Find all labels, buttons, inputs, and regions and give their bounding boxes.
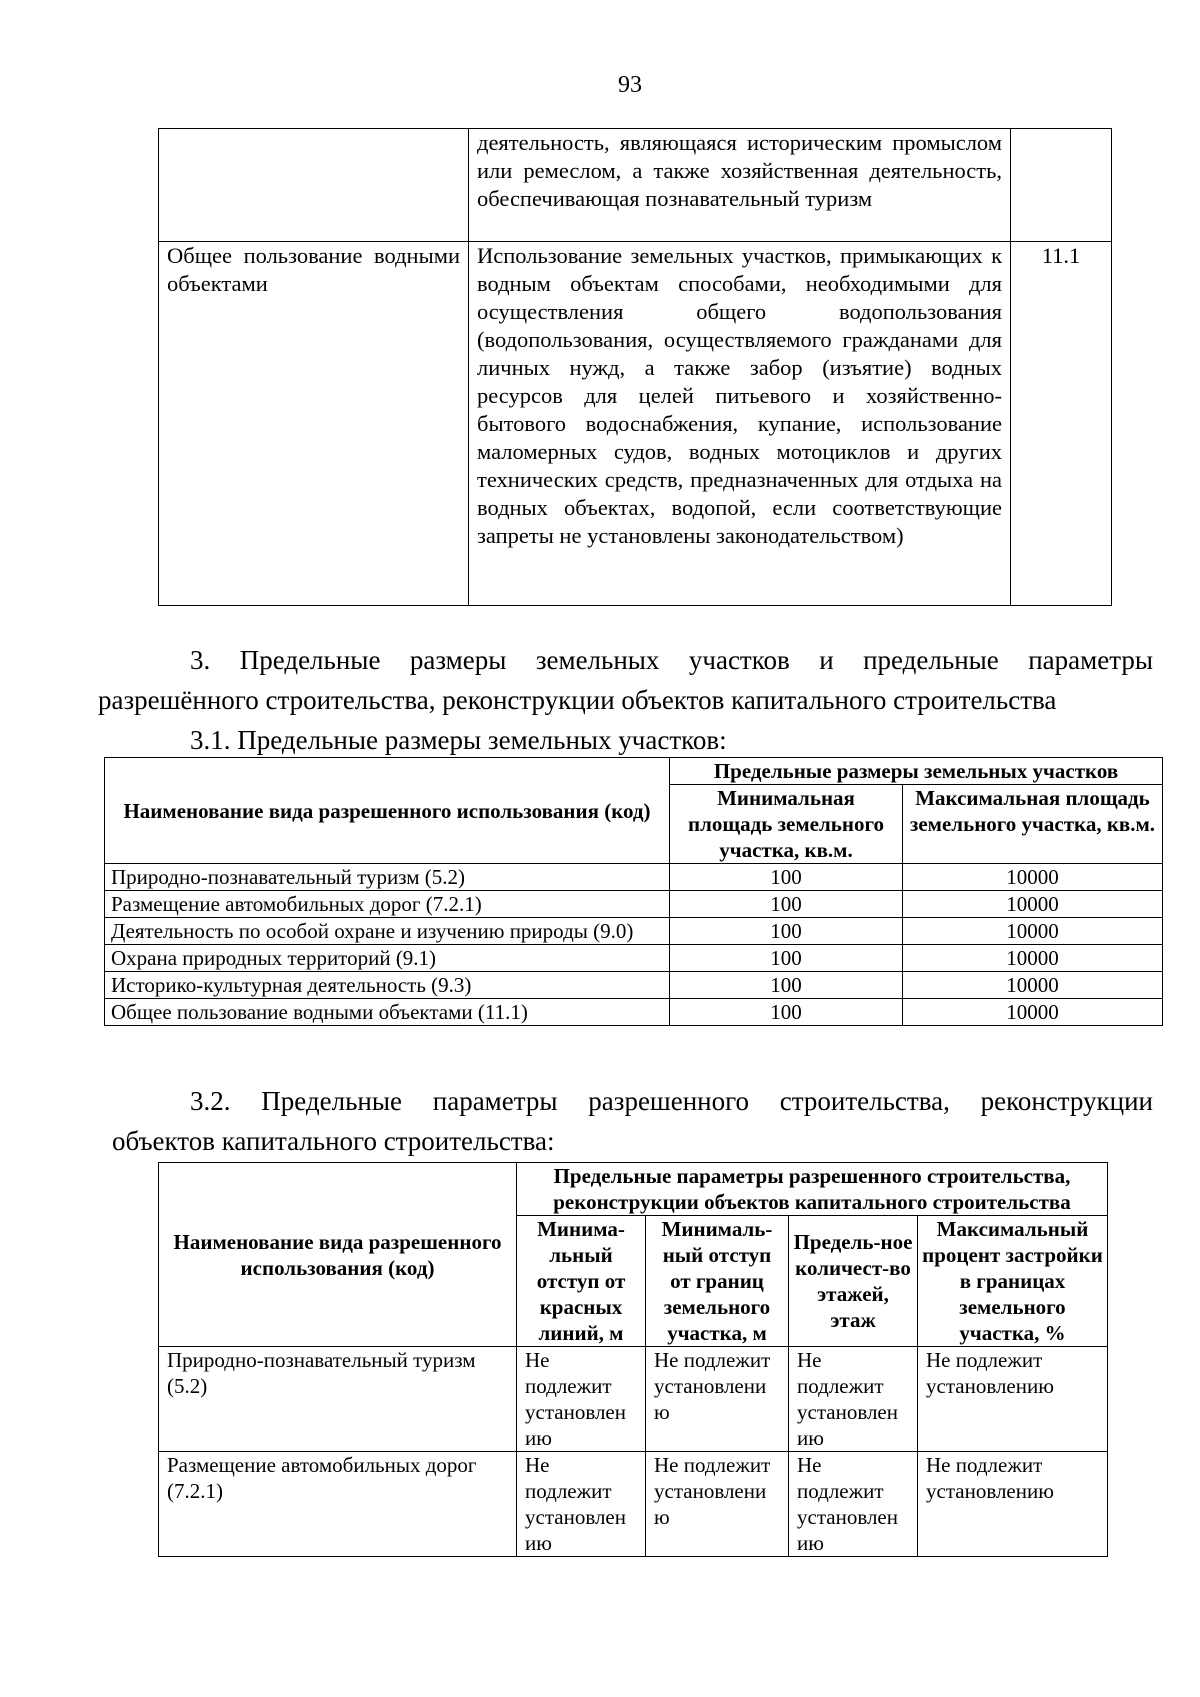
table-row xyxy=(159,242,1112,606)
coverage-cell: Не подлежит установлению xyxy=(918,1347,1108,1452)
section-3-line-1: 3. Предельные размеры земельных участков и предельные параметры xyxy=(190,645,1153,675)
usage-name-cell xyxy=(159,129,469,242)
section-3-2-line-2: объектов капитального строительства: xyxy=(112,1126,555,1156)
table-row xyxy=(159,1347,1108,1452)
min-area-cell: 100 xyxy=(670,945,903,972)
header-usage-name: Наименование вида разрешенного использования (код) xyxy=(105,758,670,864)
max-area-cell: 10000 xyxy=(903,945,1163,972)
section-3-1-heading: 3.1. Предельные размеры земельных участков: xyxy=(190,725,727,755)
construction-parameters-table xyxy=(158,1162,1108,1557)
table-row xyxy=(105,945,1163,972)
section-3-2-heading xyxy=(112,1081,1153,1161)
usage-name-cell: Общее пользование водными объектами xyxy=(159,242,469,606)
table-row xyxy=(105,999,1163,1026)
table-row xyxy=(159,1452,1108,1557)
coverage-cell: Не подлежит установлению xyxy=(918,1452,1108,1557)
boundary-cell: Не подлежит установлени ю xyxy=(646,1452,789,1557)
usage-name-cell: Деятельность по особой охране и изучению природы (9.0) xyxy=(105,918,670,945)
usage-code-cell xyxy=(1011,129,1112,242)
table-header-row xyxy=(105,758,1163,785)
header-max-area: Максимальная площадь земельного участка, кв.м. xyxy=(903,785,1163,864)
header-red-lines-setback: Минима-льный отступ от красных линий, м xyxy=(517,1216,646,1347)
plot-sizes-table xyxy=(104,757,1163,1026)
red-lines-cell: Не подлежит установлен ию xyxy=(517,1347,646,1452)
table-row xyxy=(105,918,1163,945)
header-plot-sizes-group: Предельные размеры земельных участков xyxy=(670,758,1163,785)
usage-code-cell: 11.1 xyxy=(1011,242,1112,606)
header-parameters-group: Предельные параметры разрешенного строительства, реконструкции объектов капитального строительства xyxy=(517,1163,1108,1216)
table-row xyxy=(105,864,1163,891)
usage-types-table xyxy=(158,128,1112,606)
min-area-cell: 100 xyxy=(670,999,903,1026)
table-row xyxy=(159,129,1112,242)
usage-description-cell: деятельность, являющаяся историческим промыслом или ремеслом, а также хозяйственная деятельность, обеспечивающая познавательный туризм xyxy=(469,129,1011,242)
table-row xyxy=(105,972,1163,999)
max-area-cell: 10000 xyxy=(903,864,1163,891)
max-area-cell: 10000 xyxy=(903,972,1163,999)
header-usage-name: Наименование вида разрешенного использования (код) xyxy=(159,1163,517,1347)
header-max-floors: Предель-ное количест-во этажей, этаж xyxy=(789,1216,918,1347)
table-header-row xyxy=(159,1163,1108,1216)
table-row xyxy=(105,891,1163,918)
boundary-cell: Не подлежит установлени ю xyxy=(646,1347,789,1452)
section-3-line-2: разрешённого строительства, реконструкции объектов капитального строительства xyxy=(98,685,1057,715)
usage-name-cell: Природно-познавательный туризм (5.2) xyxy=(159,1347,517,1452)
usage-name-cell: Общее пользование водными объектами (11.1) xyxy=(105,999,670,1026)
max-area-cell: 10000 xyxy=(903,999,1163,1026)
page-number: 93 xyxy=(618,72,642,98)
max-area-cell: 10000 xyxy=(903,891,1163,918)
header-max-coverage: Максимальный процент застройки в границах земельного участка, % xyxy=(918,1216,1108,1347)
min-area-cell: 100 xyxy=(670,972,903,999)
usage-description-cell: Использование земельных участков, примыкающих к водным объектам способами, необходимыми для осуществления общего водопользования (водопользования, осуществляемого гражданами для личных нужд, а также забор (изъятие) водных ресурсов для целей питьевого и хозяйственно-бытового водоснабжения, купание, использование маломерных судов, водных мотоциклов и других технических средств, предназначенных для отдыха на водных объектах, водопой, если соответствующие запреты не установлены законодательством) xyxy=(469,242,1011,606)
usage-name-cell: Историко-культурная деятельность (9.3) xyxy=(105,972,670,999)
section-3-heading xyxy=(98,640,1153,720)
floors-cell: Не подлежит установлен ию xyxy=(789,1347,918,1452)
usage-name-cell: Охрана природных территорий (9.1) xyxy=(105,945,670,972)
usage-name-cell: Размещение автомобильных дорог (7.2.1) xyxy=(159,1452,517,1557)
header-min-area: Минимальная площадь земельного участка, кв.м. xyxy=(670,785,903,864)
usage-name-cell: Размещение автомобильных дорог (7.2.1) xyxy=(105,891,670,918)
section-3-2-line-1: 3.2. Предельные параметры разрешенного строительства, реконструкции xyxy=(190,1086,1153,1116)
red-lines-cell: Не подлежит установлен ию xyxy=(517,1452,646,1557)
max-area-cell: 10000 xyxy=(903,918,1163,945)
min-area-cell: 100 xyxy=(670,864,903,891)
floors-cell: Не подлежит установлен ию xyxy=(789,1452,918,1557)
header-boundary-setback: Минималь-ный отступ от границ земельного участка, м xyxy=(646,1216,789,1347)
min-area-cell: 100 xyxy=(670,891,903,918)
min-area-cell: 100 xyxy=(670,918,903,945)
usage-name-cell: Природно-познавательный туризм (5.2) xyxy=(105,864,670,891)
